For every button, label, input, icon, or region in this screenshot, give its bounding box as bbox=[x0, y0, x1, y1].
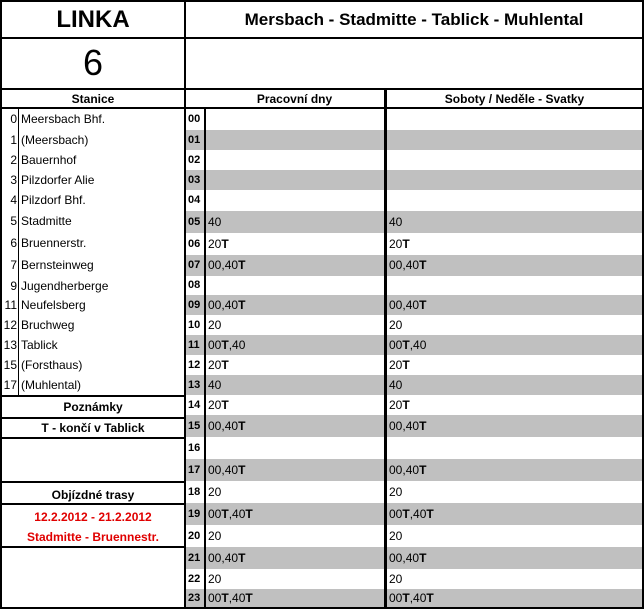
time-separator: , bbox=[409, 507, 414, 521]
time-separator: , bbox=[409, 338, 414, 352]
departure-minute: 00 bbox=[208, 298, 222, 312]
terminus-marker: T bbox=[402, 591, 410, 605]
departure-minute: 20 bbox=[389, 398, 403, 412]
terminus-marker: T bbox=[402, 358, 410, 372]
hour-label: 09 bbox=[188, 299, 201, 311]
hour-label: 06 bbox=[188, 238, 201, 250]
weekend-departures bbox=[389, 547, 426, 569]
stop-name: Stadmitte bbox=[21, 214, 72, 228]
departure-minute: 40 bbox=[224, 551, 239, 565]
departure-minute: 20 bbox=[208, 529, 222, 543]
weekday-departures bbox=[208, 589, 253, 607]
hour-label: 20 bbox=[188, 530, 201, 542]
weekend-departures bbox=[389, 211, 402, 233]
weekday-departures bbox=[208, 315, 221, 335]
departure-minute: 40 bbox=[405, 463, 420, 477]
departure-minute: 00 bbox=[208, 591, 222, 605]
hour-label: 13 bbox=[188, 379, 201, 391]
weekday-departures bbox=[208, 395, 229, 415]
stop-name: Neufelsberg bbox=[21, 298, 86, 312]
weekend-departures bbox=[389, 481, 402, 503]
hour-label: 05 bbox=[188, 216, 201, 228]
departure-minute: 40 bbox=[224, 298, 239, 312]
departure-minute: 20 bbox=[389, 572, 403, 586]
departure-minute: 20 bbox=[208, 318, 222, 332]
hour-label: 01 bbox=[188, 134, 201, 146]
terminus-marker: T bbox=[402, 338, 410, 352]
time-separator: , bbox=[402, 298, 406, 312]
departure-minute: 40 bbox=[405, 298, 420, 312]
terminus-marker: T bbox=[221, 507, 229, 521]
line-number: 6 bbox=[82, 42, 104, 83]
departure-minute: 00 bbox=[208, 419, 222, 433]
hour-label: 19 bbox=[188, 508, 201, 520]
terminus-marker: T bbox=[221, 398, 229, 412]
time-separator: , bbox=[228, 507, 233, 521]
terminus-marker: T bbox=[419, 298, 427, 312]
departure-minute: 40 bbox=[232, 507, 246, 521]
terminus-marker: T bbox=[419, 463, 427, 477]
hour-label: 10 bbox=[188, 319, 201, 331]
departure-minute: 40 bbox=[232, 591, 246, 605]
stop-name: Tablick bbox=[21, 338, 58, 352]
departure-minute: 20 bbox=[389, 318, 403, 332]
weekday-departures bbox=[208, 255, 245, 276]
stop-number: 12 bbox=[3, 318, 17, 332]
terminus-marker: T bbox=[419, 419, 427, 433]
time-separator: , bbox=[402, 419, 406, 433]
departure-minute: 20 bbox=[389, 529, 403, 543]
weekday-departures bbox=[208, 569, 221, 589]
time-separator: , bbox=[221, 463, 225, 477]
departure-minute: 40 bbox=[224, 419, 239, 433]
departure-minute: 00 bbox=[389, 591, 403, 605]
hour-label: 17 bbox=[188, 464, 201, 476]
terminus-marker: T bbox=[419, 551, 427, 565]
stop-name: (Meersbach) bbox=[21, 133, 89, 147]
weekend-departures bbox=[389, 569, 402, 589]
weekday-departures bbox=[208, 335, 245, 355]
hour-label: 23 bbox=[188, 592, 201, 604]
stop-name: Bruennerstr. bbox=[21, 236, 87, 250]
terminus-marker: T bbox=[238, 298, 246, 312]
departure-minute: 00 bbox=[389, 463, 403, 477]
terminus-marker: T bbox=[402, 507, 410, 521]
weekday-departures bbox=[208, 525, 221, 547]
weekend-departures bbox=[389, 355, 410, 375]
hour-label: 16 bbox=[188, 442, 201, 454]
departure-minute: 00 bbox=[208, 258, 222, 272]
departure-minute: 40 bbox=[389, 215, 403, 229]
notes-legend: T - končí v Tablick bbox=[41, 421, 145, 435]
terminus-marker: T bbox=[245, 507, 253, 521]
terminus-marker: T bbox=[426, 507, 434, 521]
time-separator: , bbox=[409, 591, 414, 605]
departure-minute: 20 bbox=[389, 358, 403, 372]
stop-name: (Muhlental) bbox=[21, 378, 82, 392]
departure-minute: 40 bbox=[389, 378, 403, 392]
stop-number: 17 bbox=[3, 378, 17, 392]
weekday-departures bbox=[208, 375, 221, 395]
weekend-departures bbox=[389, 255, 426, 276]
terminus-marker: T bbox=[238, 463, 246, 477]
stop-number: 9 bbox=[10, 279, 17, 293]
departure-minute: 20 bbox=[208, 237, 222, 251]
departure-minute: 40 bbox=[405, 551, 420, 565]
weekend-departures bbox=[389, 233, 410, 255]
time-separator: , bbox=[228, 338, 233, 352]
stop-number: 0 bbox=[10, 112, 17, 126]
time-separator: , bbox=[402, 551, 406, 565]
stop-number: 6 bbox=[10, 236, 17, 250]
stop-number: 3 bbox=[10, 173, 17, 187]
terminus-marker: T bbox=[402, 237, 410, 251]
terminus-marker: T bbox=[221, 338, 229, 352]
departure-minute: 40 bbox=[232, 338, 246, 352]
terminus-marker: T bbox=[238, 551, 246, 565]
time-separator: , bbox=[221, 419, 225, 433]
stop-name: Pilzdorf Bhf. bbox=[21, 193, 86, 207]
row-stripe bbox=[186, 211, 642, 233]
departure-minute: 40 bbox=[413, 507, 427, 521]
hour-label: 00 bbox=[188, 113, 201, 125]
row-stripe bbox=[186, 130, 642, 150]
departure-minute: 00 bbox=[208, 338, 222, 352]
weekend-departures bbox=[389, 375, 402, 395]
departure-minute: 00 bbox=[389, 551, 403, 565]
stop-number: 4 bbox=[10, 193, 17, 207]
stop-number: 13 bbox=[3, 338, 17, 352]
notes-title: Poznámky bbox=[63, 400, 123, 414]
detours-title: Objízdné trasy bbox=[51, 487, 135, 502]
terminus-marker: T bbox=[419, 258, 427, 272]
weekend-departures bbox=[389, 295, 426, 315]
weekends-header: Soboty / Neděle - Svatky bbox=[444, 91, 585, 106]
linka-label: LINKA bbox=[56, 5, 130, 33]
terminus-marker: T bbox=[245, 591, 253, 605]
weekend-departures bbox=[389, 459, 426, 481]
departure-minute: 00 bbox=[389, 258, 403, 272]
departure-minute: 40 bbox=[208, 215, 222, 229]
hour-label: 22 bbox=[188, 573, 201, 585]
terminus-marker: T bbox=[221, 358, 229, 372]
hour-label: 12 bbox=[188, 359, 201, 371]
hour-label: 11 bbox=[188, 339, 200, 351]
weekend-departures bbox=[389, 335, 426, 355]
stop-number: 1 bbox=[10, 133, 17, 147]
terminus-marker: T bbox=[238, 419, 246, 433]
stop-name: (Forsthaus) bbox=[21, 358, 83, 372]
departure-minute: 00 bbox=[208, 507, 222, 521]
weekday-departures bbox=[208, 355, 229, 375]
row-stripe bbox=[186, 375, 642, 395]
departure-minute: 40 bbox=[224, 463, 239, 477]
stop-number: 7 bbox=[10, 258, 17, 272]
departure-minute: 40 bbox=[405, 258, 420, 272]
weekday-departures bbox=[208, 547, 245, 569]
hour-label: 14 bbox=[188, 399, 201, 411]
detours-dates: 12.2.2012 - 21.2.2012 bbox=[34, 509, 152, 524]
weekend-departures bbox=[389, 503, 434, 525]
terminus-marker: T bbox=[238, 258, 246, 272]
hour-label: 18 bbox=[188, 486, 201, 498]
departure-minute: 40 bbox=[208, 378, 222, 392]
weekday-departures bbox=[208, 415, 245, 437]
terminus-marker: T bbox=[221, 591, 229, 605]
hour-label: 21 bbox=[188, 552, 201, 564]
weekday-departures bbox=[208, 295, 245, 315]
stop-name: Pilzdorfer Alie bbox=[21, 173, 95, 187]
weekday-departures bbox=[208, 459, 245, 481]
departure-minute: 20 bbox=[208, 358, 222, 372]
time-separator: , bbox=[402, 463, 406, 477]
stop-number: 11 bbox=[4, 298, 17, 312]
terminus-marker: T bbox=[221, 237, 229, 251]
hour-label: 15 bbox=[188, 420, 201, 432]
weekend-departures bbox=[389, 395, 410, 415]
terminus-marker: T bbox=[426, 591, 434, 605]
departure-minute: 20 bbox=[208, 572, 222, 586]
time-separator: , bbox=[402, 258, 406, 272]
departure-minute: 00 bbox=[208, 463, 222, 477]
stop-number: 5 bbox=[10, 214, 17, 228]
stop-name: Jugendherberge bbox=[21, 279, 109, 293]
route-title: Mersbach - Stadmitte - Tablick - Muhlental bbox=[244, 9, 584, 29]
departure-minute: 00 bbox=[389, 338, 403, 352]
weekday-departures bbox=[208, 211, 221, 233]
departure-minute: 20 bbox=[208, 485, 222, 499]
departure-minute: 00 bbox=[389, 298, 403, 312]
departure-minute: 00 bbox=[389, 507, 403, 521]
weekday-departures bbox=[208, 233, 229, 255]
hour-label: 07 bbox=[188, 259, 201, 271]
stop-number: 15 bbox=[3, 358, 17, 372]
hour-label: 08 bbox=[188, 279, 201, 291]
hour-label: 02 bbox=[188, 154, 201, 166]
weekday-departures bbox=[208, 503, 253, 525]
weekend-departures bbox=[389, 415, 426, 437]
departure-minute: 20 bbox=[389, 237, 403, 251]
departure-minute: 20 bbox=[208, 398, 222, 412]
weekend-departures bbox=[389, 525, 402, 547]
stop-name: Bruchweg bbox=[21, 318, 75, 332]
time-separator: , bbox=[221, 258, 225, 272]
departure-minute: 40 bbox=[405, 419, 420, 433]
departure-minute: 20 bbox=[389, 485, 403, 499]
weekday-departures bbox=[208, 481, 221, 503]
stop-name: Meersbach Bhf. bbox=[21, 112, 106, 126]
time-separator: , bbox=[221, 298, 225, 312]
time-separator: , bbox=[228, 591, 233, 605]
departure-minute: 40 bbox=[413, 338, 427, 352]
departure-minute: 40 bbox=[224, 258, 239, 272]
weekend-departures bbox=[389, 589, 434, 607]
stations-header: Stanice bbox=[71, 91, 115, 106]
hour-label: 04 bbox=[188, 194, 201, 206]
weekdays-header: Pracovní dny bbox=[256, 91, 333, 106]
departure-minute: 40 bbox=[413, 591, 427, 605]
departure-minute: 00 bbox=[389, 419, 403, 433]
weekend-departures bbox=[389, 315, 402, 335]
departure-minute: 00 bbox=[208, 551, 222, 565]
stop-name: Bernsteinweg bbox=[21, 258, 94, 272]
stop-name: Bauernhof bbox=[21, 153, 77, 167]
stop-number: 2 bbox=[10, 153, 17, 167]
terminus-marker: T bbox=[402, 398, 410, 412]
hour-label: 03 bbox=[188, 174, 201, 186]
row-stripe bbox=[186, 170, 642, 190]
time-separator: , bbox=[221, 551, 225, 565]
detours-route: Stadmitte - Bruennestr. bbox=[26, 529, 160, 544]
